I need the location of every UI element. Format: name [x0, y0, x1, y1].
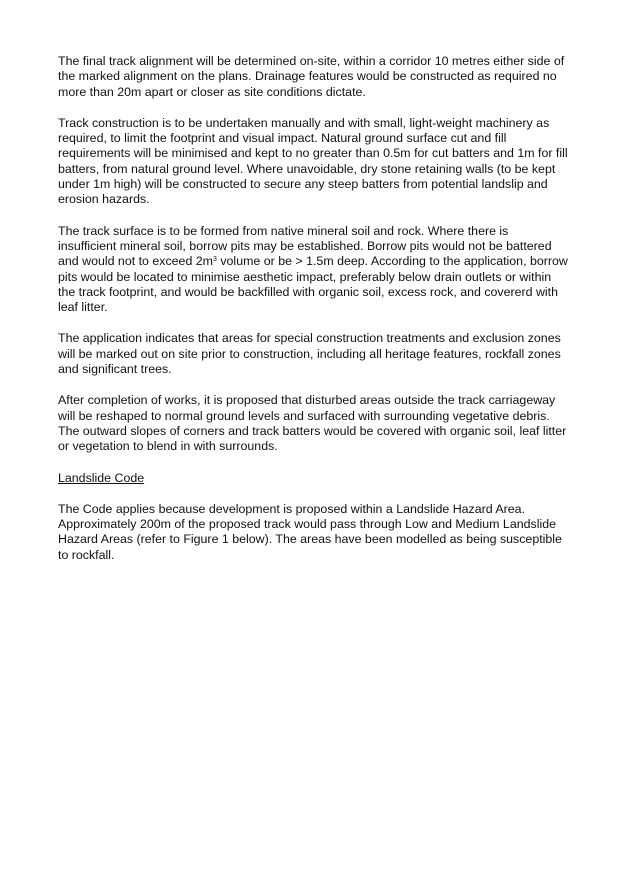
section-heading-landslide-code: Landslide Code [58, 470, 145, 485]
paragraph-track-alignment: The final track alignment will be determined on-site, within a corridor 10 metres either side of the marked alignment on the plans. Drainage features would be constructed as required no more than 20m apart or closer as site conditions dictate. [58, 54, 565, 99]
paragraph-completion-works: After completion of works, it is proposed that disturbed areas outside the track carriageway will be reshaped to normal ground levels and surfaced with surrounding vegetative debris. The outward slopes of corners and track batters would be covered with organic soil, leaf litter or vegetation to blend in with surrounds. [58, 393, 567, 454]
paragraph-landslide-code: The Code applies because development is proposed within a Landslide Hazard Area. Approximately 200m of the proposed track would pass through Low and Medium Landslide Hazard Areas (refer to Figure 1 below). The areas have been modelled as being susceptible to rockfall. [58, 501, 562, 562]
paragraph-exclusion-zones: The application indicates that areas for special construction treatments and exclusion zones will be marked out on site prior to construction, including all heritage features, rockfall zones and significant trees. [58, 331, 561, 377]
document-page [58, 54, 568, 579]
cubic-superscript: 3 [213, 256, 217, 264]
paragraph-track-surface [58, 224, 568, 316]
paragraph-track-construction: Track construction is to be undertaken manually and with small, light-weight machinery as required, to limit the footprint and visual impact. Natural ground surface cut and fill requirements will be minimised and kept to no greater than 0.5m for cut batters and 1m for fill batters, from natural ground level. Where unavoidable, dry stone retaining walls (to be kept under 1m high) will be constructed to secure any steep batters from potential landslip and erosion hazards. [58, 115, 568, 207]
track-surface-text-end: volume or be > 1.5m deep. According to the application, borrow pits would be located to minimise aesthetic impact, preferably below drain outlets or within the track footprint, and would be backfilled with organic soil, excess rock, and covererd with leaf litter. [58, 254, 568, 315]
track-surface-text-start: The track surface is to be formed from native mineral soil and rock. Where there is insufficient mineral soil, borrow pits may be established. Borrow pits would not be battered and would not to exceed 2m [58, 223, 552, 269]
